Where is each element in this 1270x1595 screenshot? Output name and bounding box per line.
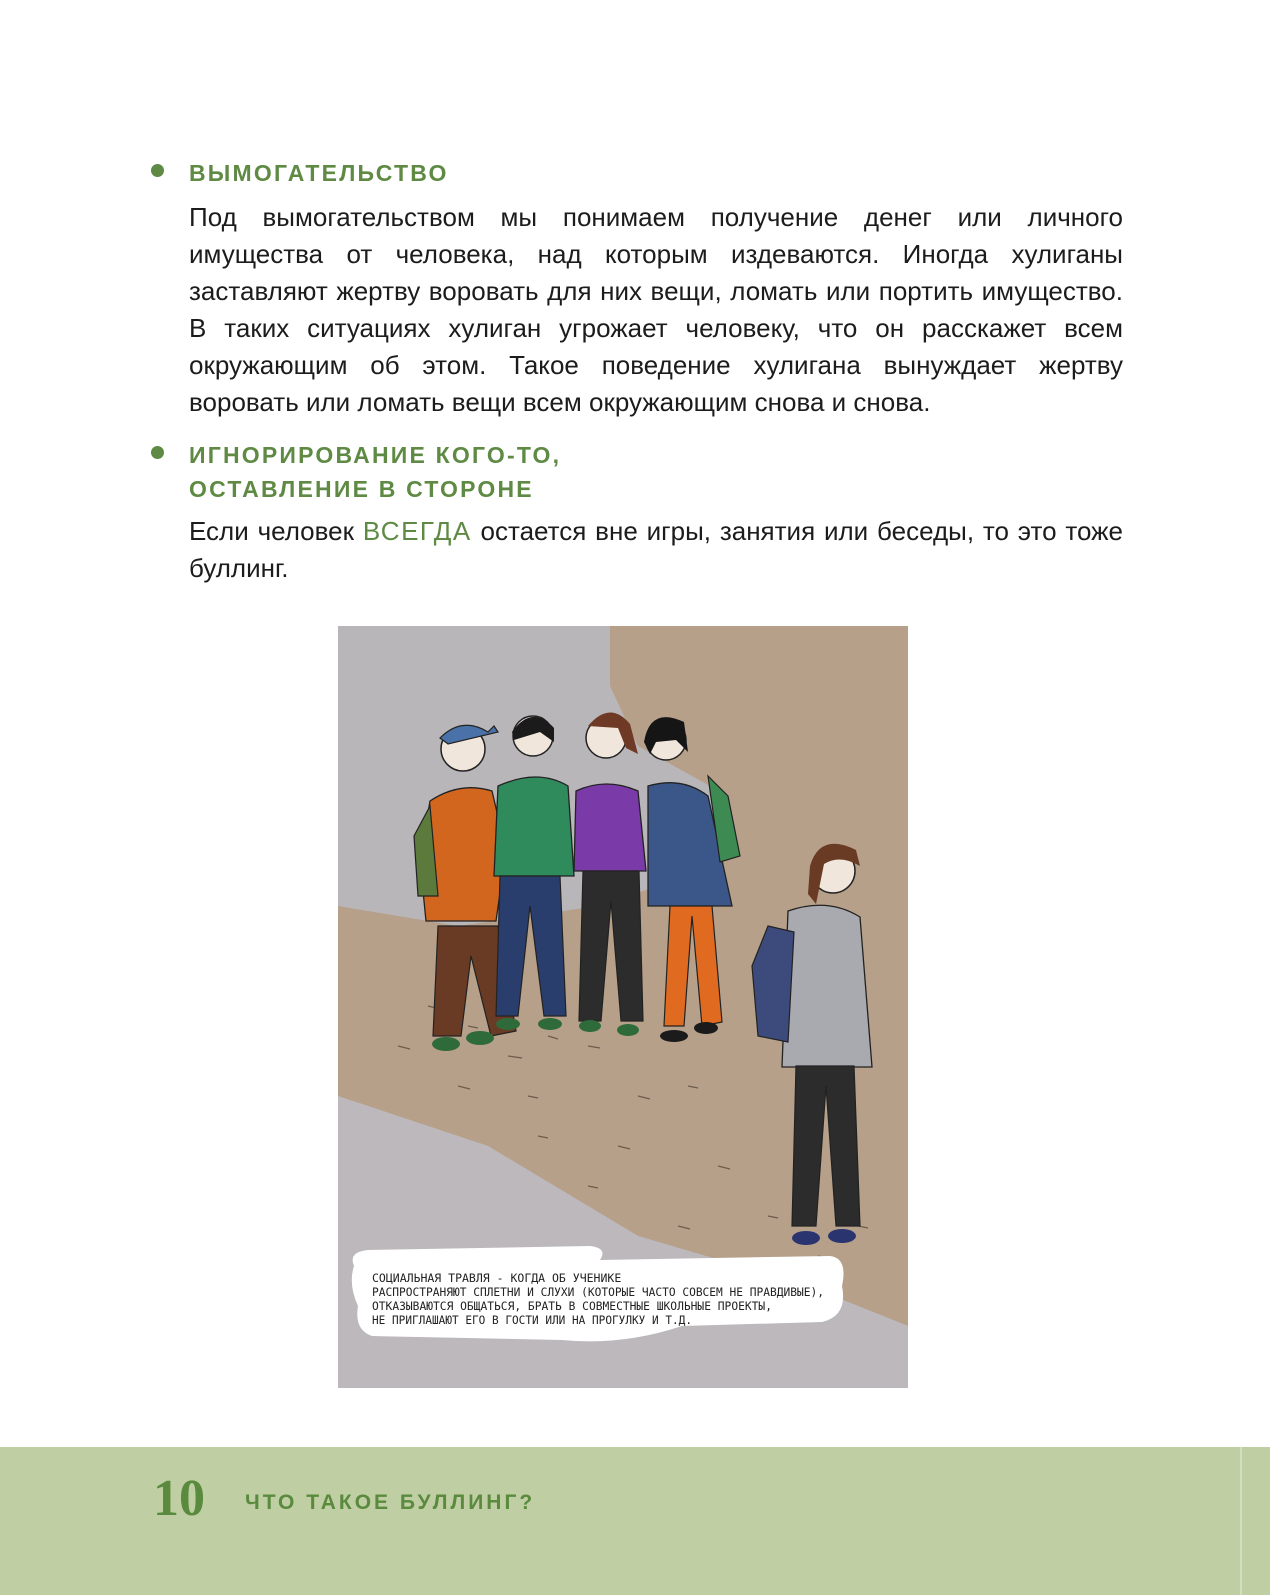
speech-line: РАСПРОСТРАНЯЮТ СПЛЕТНИ И СЛУХИ (КОТОРЫЕ ЧАСТО СОВСЕМ НЕ ПРАВДИВЫЕ), — [372, 1285, 824, 1299]
heading-line: ОСТАВЛЕНИЕ В СТОРОНЕ — [189, 476, 534, 502]
bullying-illustration — [338, 626, 908, 1388]
section-heading — [189, 438, 561, 506]
page-footer — [0, 1447, 1270, 1595]
bullet-icon — [151, 164, 164, 177]
bullet-icon — [151, 446, 164, 459]
footer-divider — [1240, 1447, 1242, 1595]
running-title: ЧТО ТАКОЕ БУЛЛИНГ? — [245, 1491, 536, 1514]
speech-line: ОТКАЗЫВАЮТСЯ ОБЩАТЬСЯ, БРАТЬ В СОВМЕСТНЫЕ ШКОЛЬНЫЕ ПРОЕКТЫ, — [372, 1299, 772, 1313]
illustration-artwork — [338, 626, 908, 1388]
section-paragraph — [189, 513, 1123, 587]
speech-line: СОЦИАЛЬНАЯ ТРАВЛЯ - КОГДА ОБ УЧЕНИКЕ — [372, 1271, 622, 1285]
heading-line: ИГНОРИРОВАНИЕ КОГО-ТО, — [189, 442, 562, 468]
page-number: 10 — [153, 1470, 205, 1527]
paragraph-text: Если человек — [189, 516, 363, 546]
section-heading: ВЫМОГАТЕЛЬСТВО — [189, 160, 449, 186]
emphasis-word: ВСЕГДА — [362, 516, 472, 546]
speech-line: НЕ ПРИГЛАШАЮТ ЕГО В ГОСТИ ИЛИ НА ПРОГУЛКУ И Т.Д. — [372, 1313, 692, 1327]
section-paragraph: Под вымогательством мы понимаем получение денег или личного имущества от человека, над которым издеваются. Иногда хулиганы заставляют жертву воровать для них вещи, ломать или портить имущество. В таких ситуациях хулиган угрожает человеку, что он расскажет всем окружающим об этом. Такое поведение хулигана вынуждает жертву воровать или ломать вещи всем окружающим снова и снова. — [189, 202, 1123, 417]
paragraph-text: остается вне игры, занятия или беседы, то это тоже буллинг. — [189, 516, 1123, 583]
